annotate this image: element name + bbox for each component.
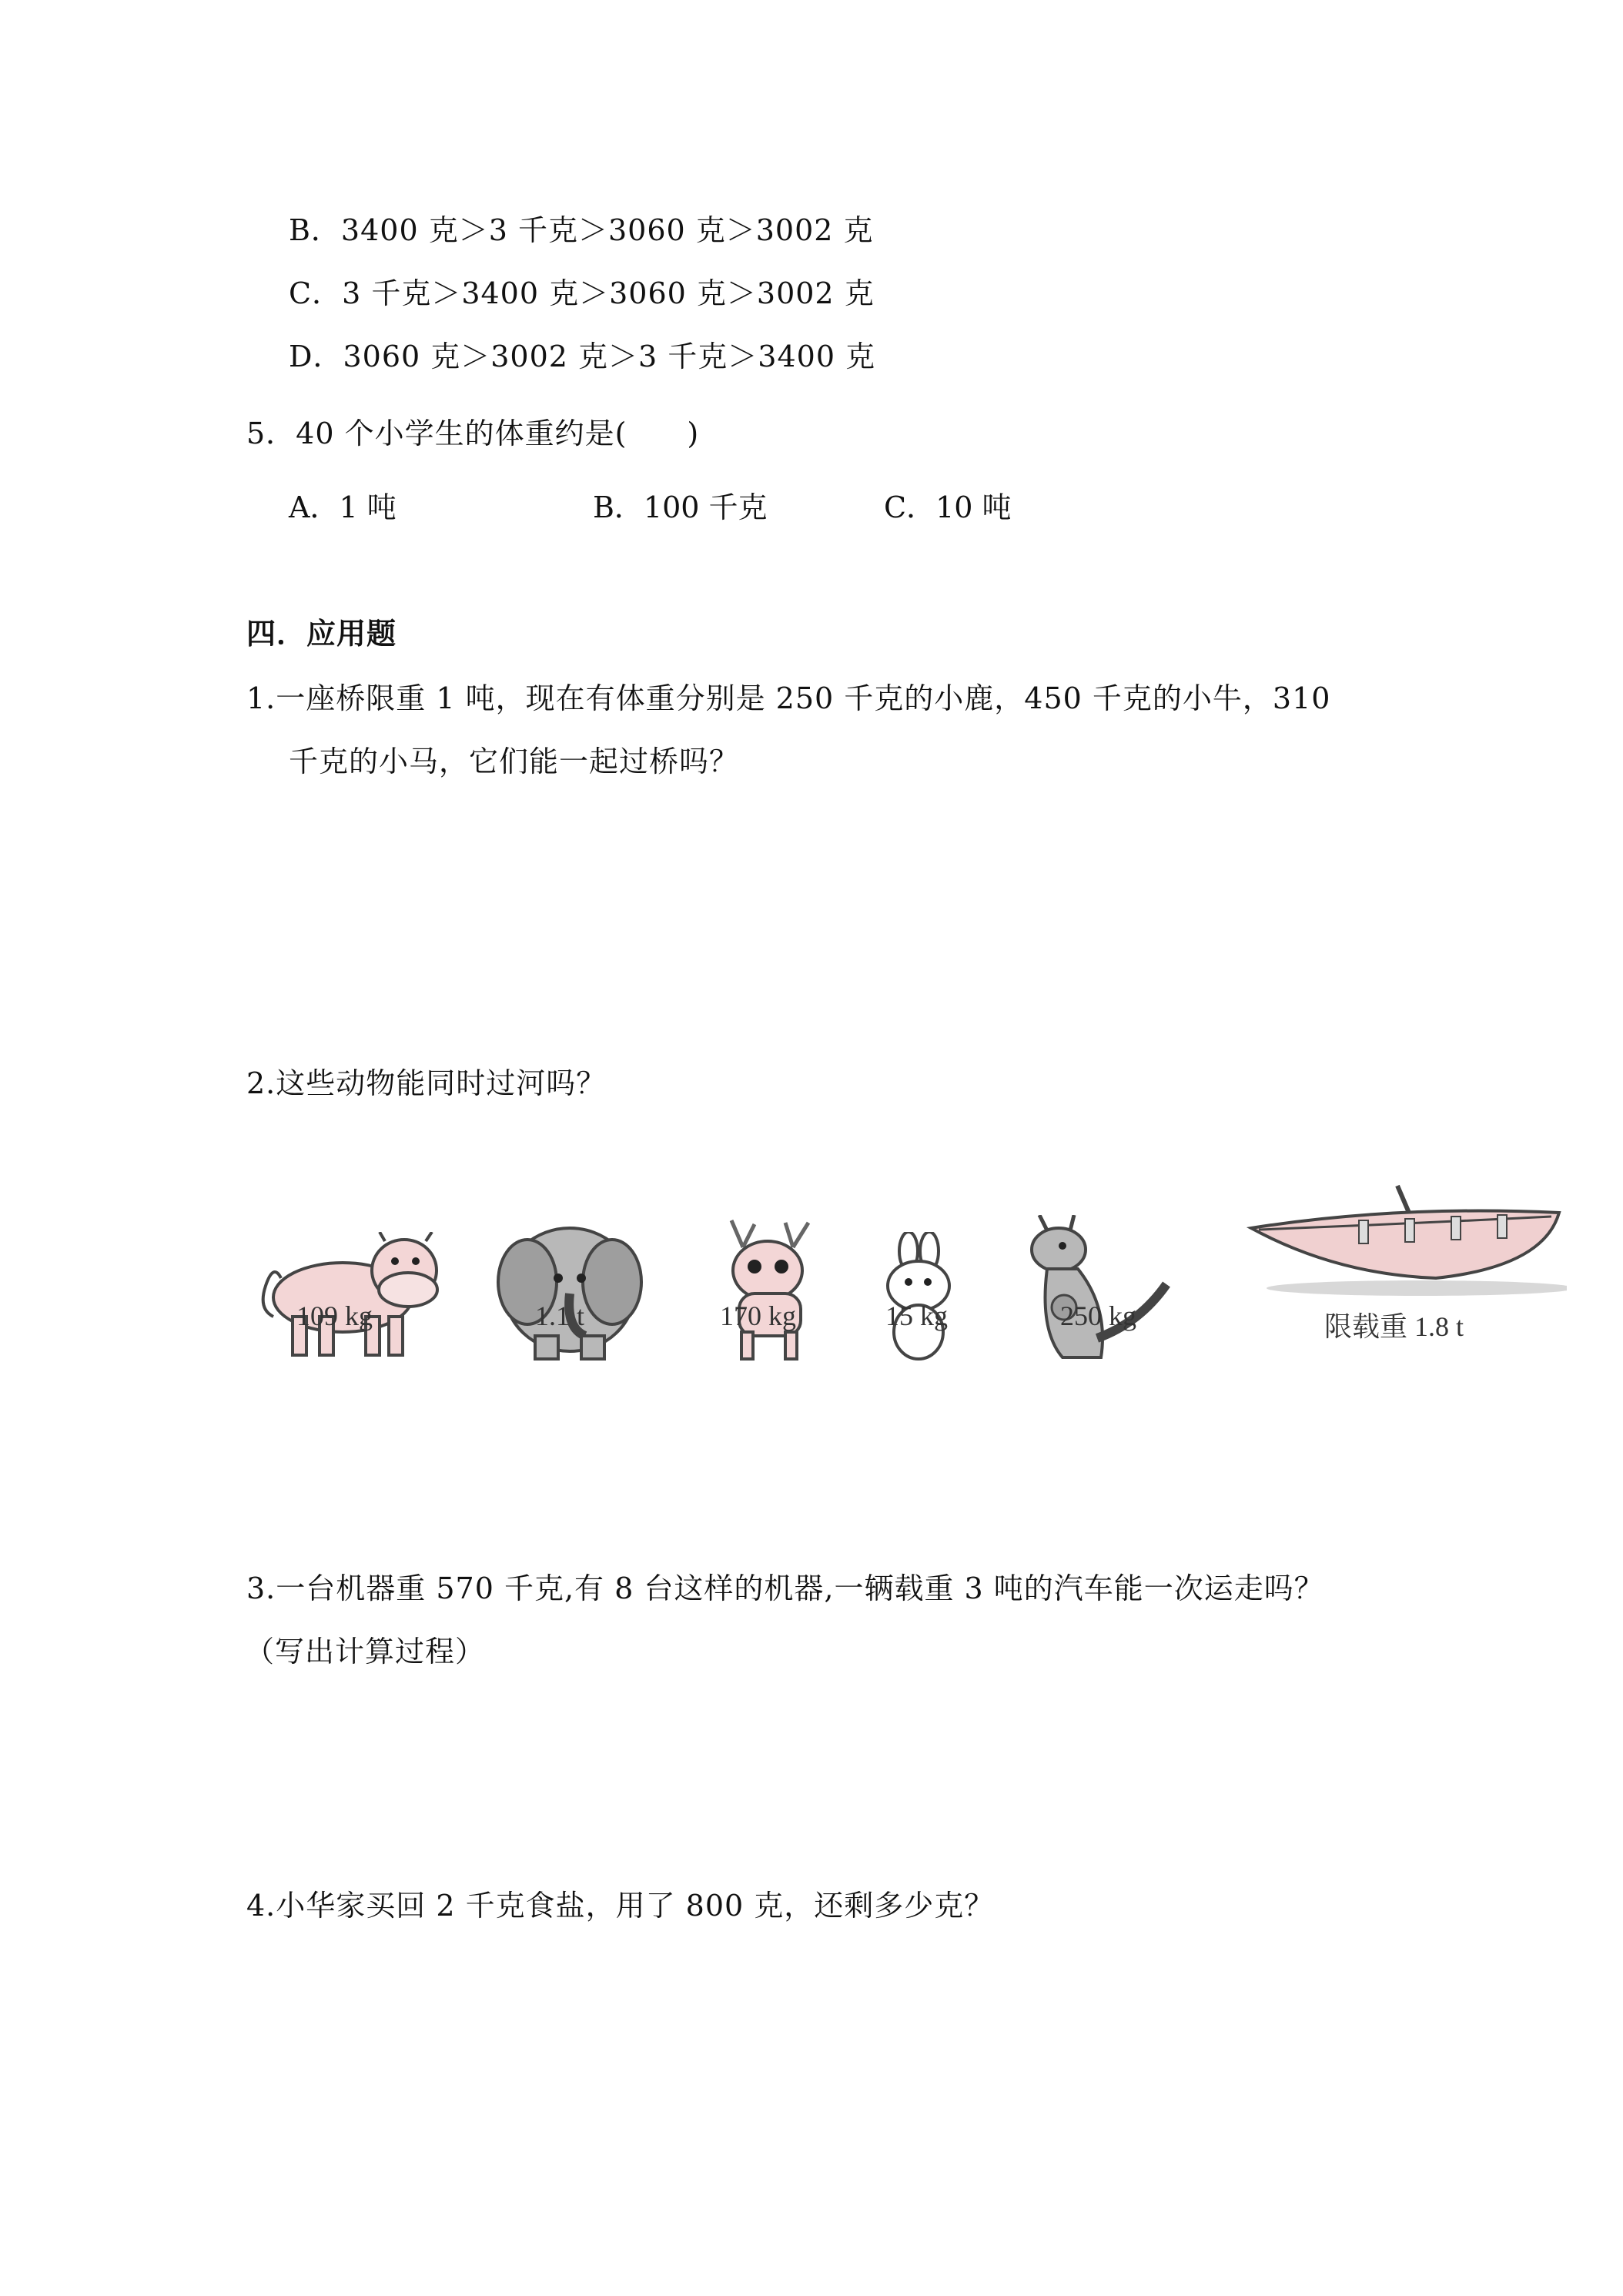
section-title: 四．应用题 xyxy=(246,617,397,651)
caption-kangaroo: 250 kg xyxy=(1060,1300,1136,1331)
q4-option-b: B．3400 克＞3 千克＞3060 克＞3002 克 xyxy=(289,213,874,247)
problem-3-line1: 3.一台机器重 570 千克,有 8 台这样的机器,一辆载重 3 吨的汽车能一次运走吗？ xyxy=(246,1571,1324,1605)
q5-option-a: A．1 吨 xyxy=(289,490,397,524)
caption-boat: 限载重 1.8 t xyxy=(1324,1311,1464,1342)
problem-1-line1: 1.一座桥限重 1 吨，现在有体重分别是 250 千克的小鹿，450 千克的小牛，310 xyxy=(246,681,1331,715)
problem-3-line2: （写出计算过程） xyxy=(245,1635,486,1668)
q5-option-b: B．100 千克 xyxy=(593,490,768,524)
caption-elephant: 1.1 t xyxy=(535,1300,585,1331)
rabbit-icon xyxy=(874,1232,962,1363)
problem-4: 4.小华家买回 2 千克食盐，用了 800 克，还剩多少克？ xyxy=(246,1889,995,1923)
problem-1-line2: 千克的小马，它们能一起过桥吗？ xyxy=(289,745,740,778)
q4-option-d: D．3060 克＞3002 克＞3 千克＞3400 克 xyxy=(289,340,876,373)
q5-stem: 5．40 个小学生的体重约是( ) xyxy=(246,417,700,450)
elephant-icon xyxy=(493,1220,647,1363)
caption-rabbit: 15 kg xyxy=(885,1300,948,1331)
deer-icon xyxy=(712,1217,828,1363)
boat-icon xyxy=(1243,1182,1567,1297)
caption-deer: 170 kg xyxy=(720,1300,796,1331)
cow-icon xyxy=(250,1232,450,1363)
caption-cow: 109 kg xyxy=(296,1300,373,1331)
q5-option-c: C．10 吨 xyxy=(884,490,1012,524)
problem-2: 2.这些动物能同时过河吗？ xyxy=(246,1066,607,1100)
q4-option-c: C．3 千克＞3400 克＞3060 克＞3002 克 xyxy=(289,276,875,310)
kangaroo-icon xyxy=(1016,1215,1170,1365)
